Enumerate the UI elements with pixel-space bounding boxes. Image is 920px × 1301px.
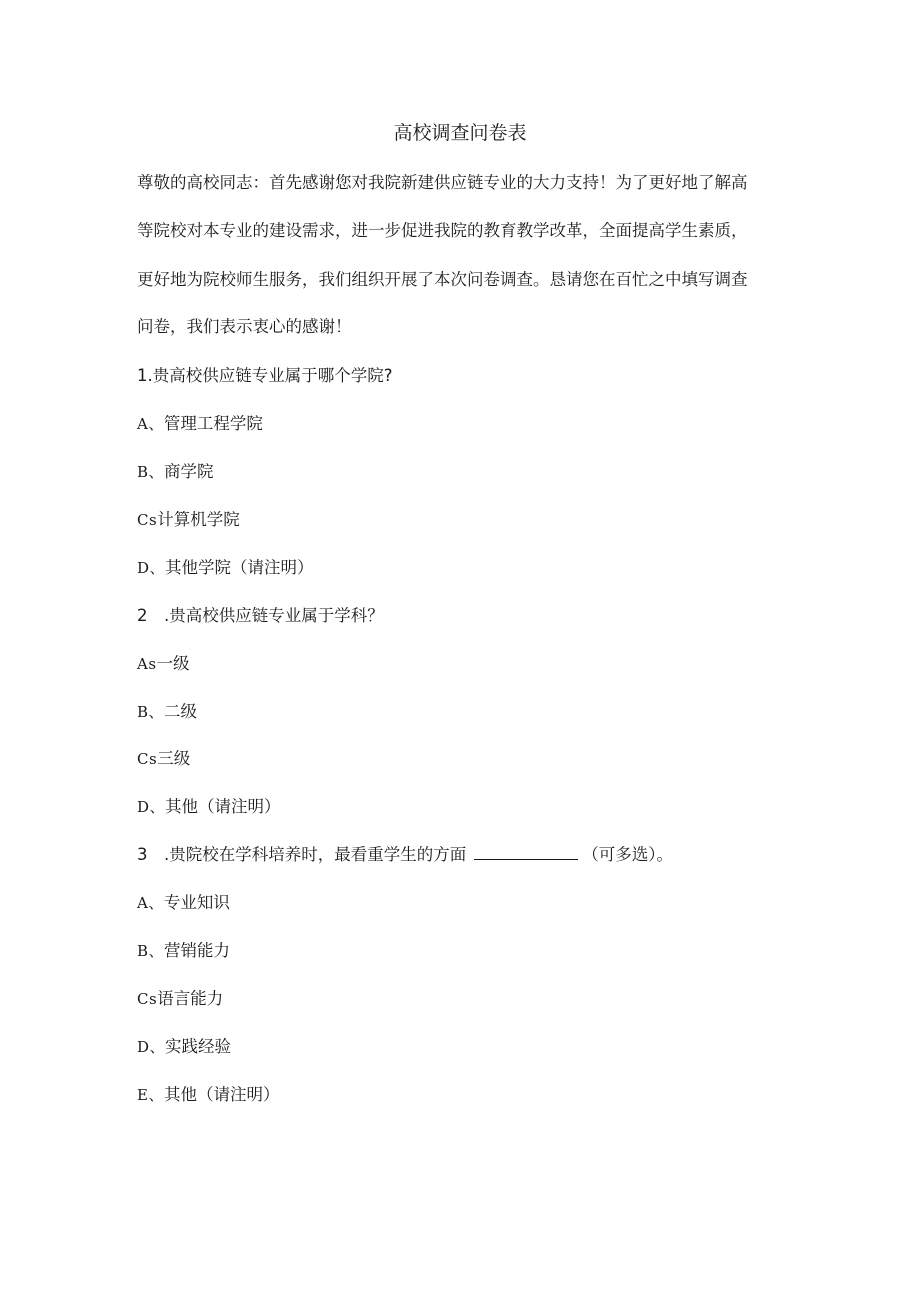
question-3-suffix: （可多选）。: [582, 845, 673, 864]
question-1: 1.贵高校供应链专业属于哪个学院?: [137, 366, 393, 385]
q1-option-d[interactable]: [137, 555, 314, 581]
option-text: 其他学院（请注明）: [165, 558, 314, 577]
option-label: B、: [137, 463, 165, 481]
q2-option-b[interactable]: [137, 699, 197, 725]
answer-blank[interactable]: [474, 843, 578, 860]
option-label: D、: [137, 798, 166, 816]
intro-line-1: 尊敬的高校同志：首先感谢您对我院新建供应链专业的大力支持！为了更好地了解高: [137, 173, 748, 192]
intro-line-3: 更好地为院校师生服务，我们组织开展了本次问卷调查。恳请您在百忙之中填写调查: [137, 270, 748, 289]
option-text: 管理工程学院: [163, 414, 263, 433]
question-2: 2 .贵高校供应链专业属于学科？: [137, 606, 384, 625]
option-label: Cs: [137, 990, 158, 1008]
option-text: 其他（请注明）: [165, 797, 281, 816]
q2-option-c[interactable]: [137, 746, 190, 772]
q1-option-a[interactable]: [137, 411, 263, 437]
option-text: 计算机学院: [157, 510, 240, 529]
intro-line-2: 等院校对本专业的建设需求，进一步促进我院的教育教学改革，全面提高学生素质，: [137, 221, 748, 240]
option-label: Cs: [137, 750, 158, 768]
option-label: D、: [137, 559, 166, 577]
option-text: 三级: [157, 749, 191, 768]
option-text: 其他（请注明）: [163, 1085, 280, 1104]
q3-option-e[interactable]: [137, 1082, 279, 1108]
option-text: 一级: [156, 654, 190, 673]
option-text: 商学院: [164, 462, 214, 481]
option-label: E、: [137, 1086, 164, 1104]
option-label: A、: [137, 894, 164, 912]
intro-line-4: 问卷，我们表示衷心的感谢！: [137, 317, 352, 336]
q2-option-a[interactable]: [137, 651, 190, 677]
option-label: As: [137, 655, 157, 673]
q3-option-b[interactable]: [137, 938, 230, 964]
option-text: 营销能力: [164, 941, 231, 960]
option-text: 专业知识: [163, 893, 230, 912]
q3-option-d[interactable]: [137, 1034, 231, 1060]
q1-option-b[interactable]: [137, 459, 214, 485]
q3-option-a[interactable]: [137, 890, 230, 916]
option-label: Cs: [137, 511, 158, 529]
option-label: B、: [137, 942, 165, 960]
option-label: D、: [137, 1038, 166, 1056]
option-label: B、: [137, 703, 165, 721]
option-text: 语言能力: [157, 989, 224, 1008]
option-text: 实践经验: [165, 1037, 232, 1056]
option-label: A、: [137, 415, 164, 433]
q1-option-c[interactable]: [137, 507, 240, 533]
q3-option-c[interactable]: [137, 986, 223, 1012]
survey-title: 高校调查问卷表: [393, 122, 527, 144]
question-3-text: 3 .贵院校在学科培养时，最看重学生的方面: [137, 845, 467, 864]
option-text: 二级: [164, 702, 198, 721]
q2-option-d[interactable]: [137, 794, 281, 820]
question-3: [137, 842, 673, 868]
